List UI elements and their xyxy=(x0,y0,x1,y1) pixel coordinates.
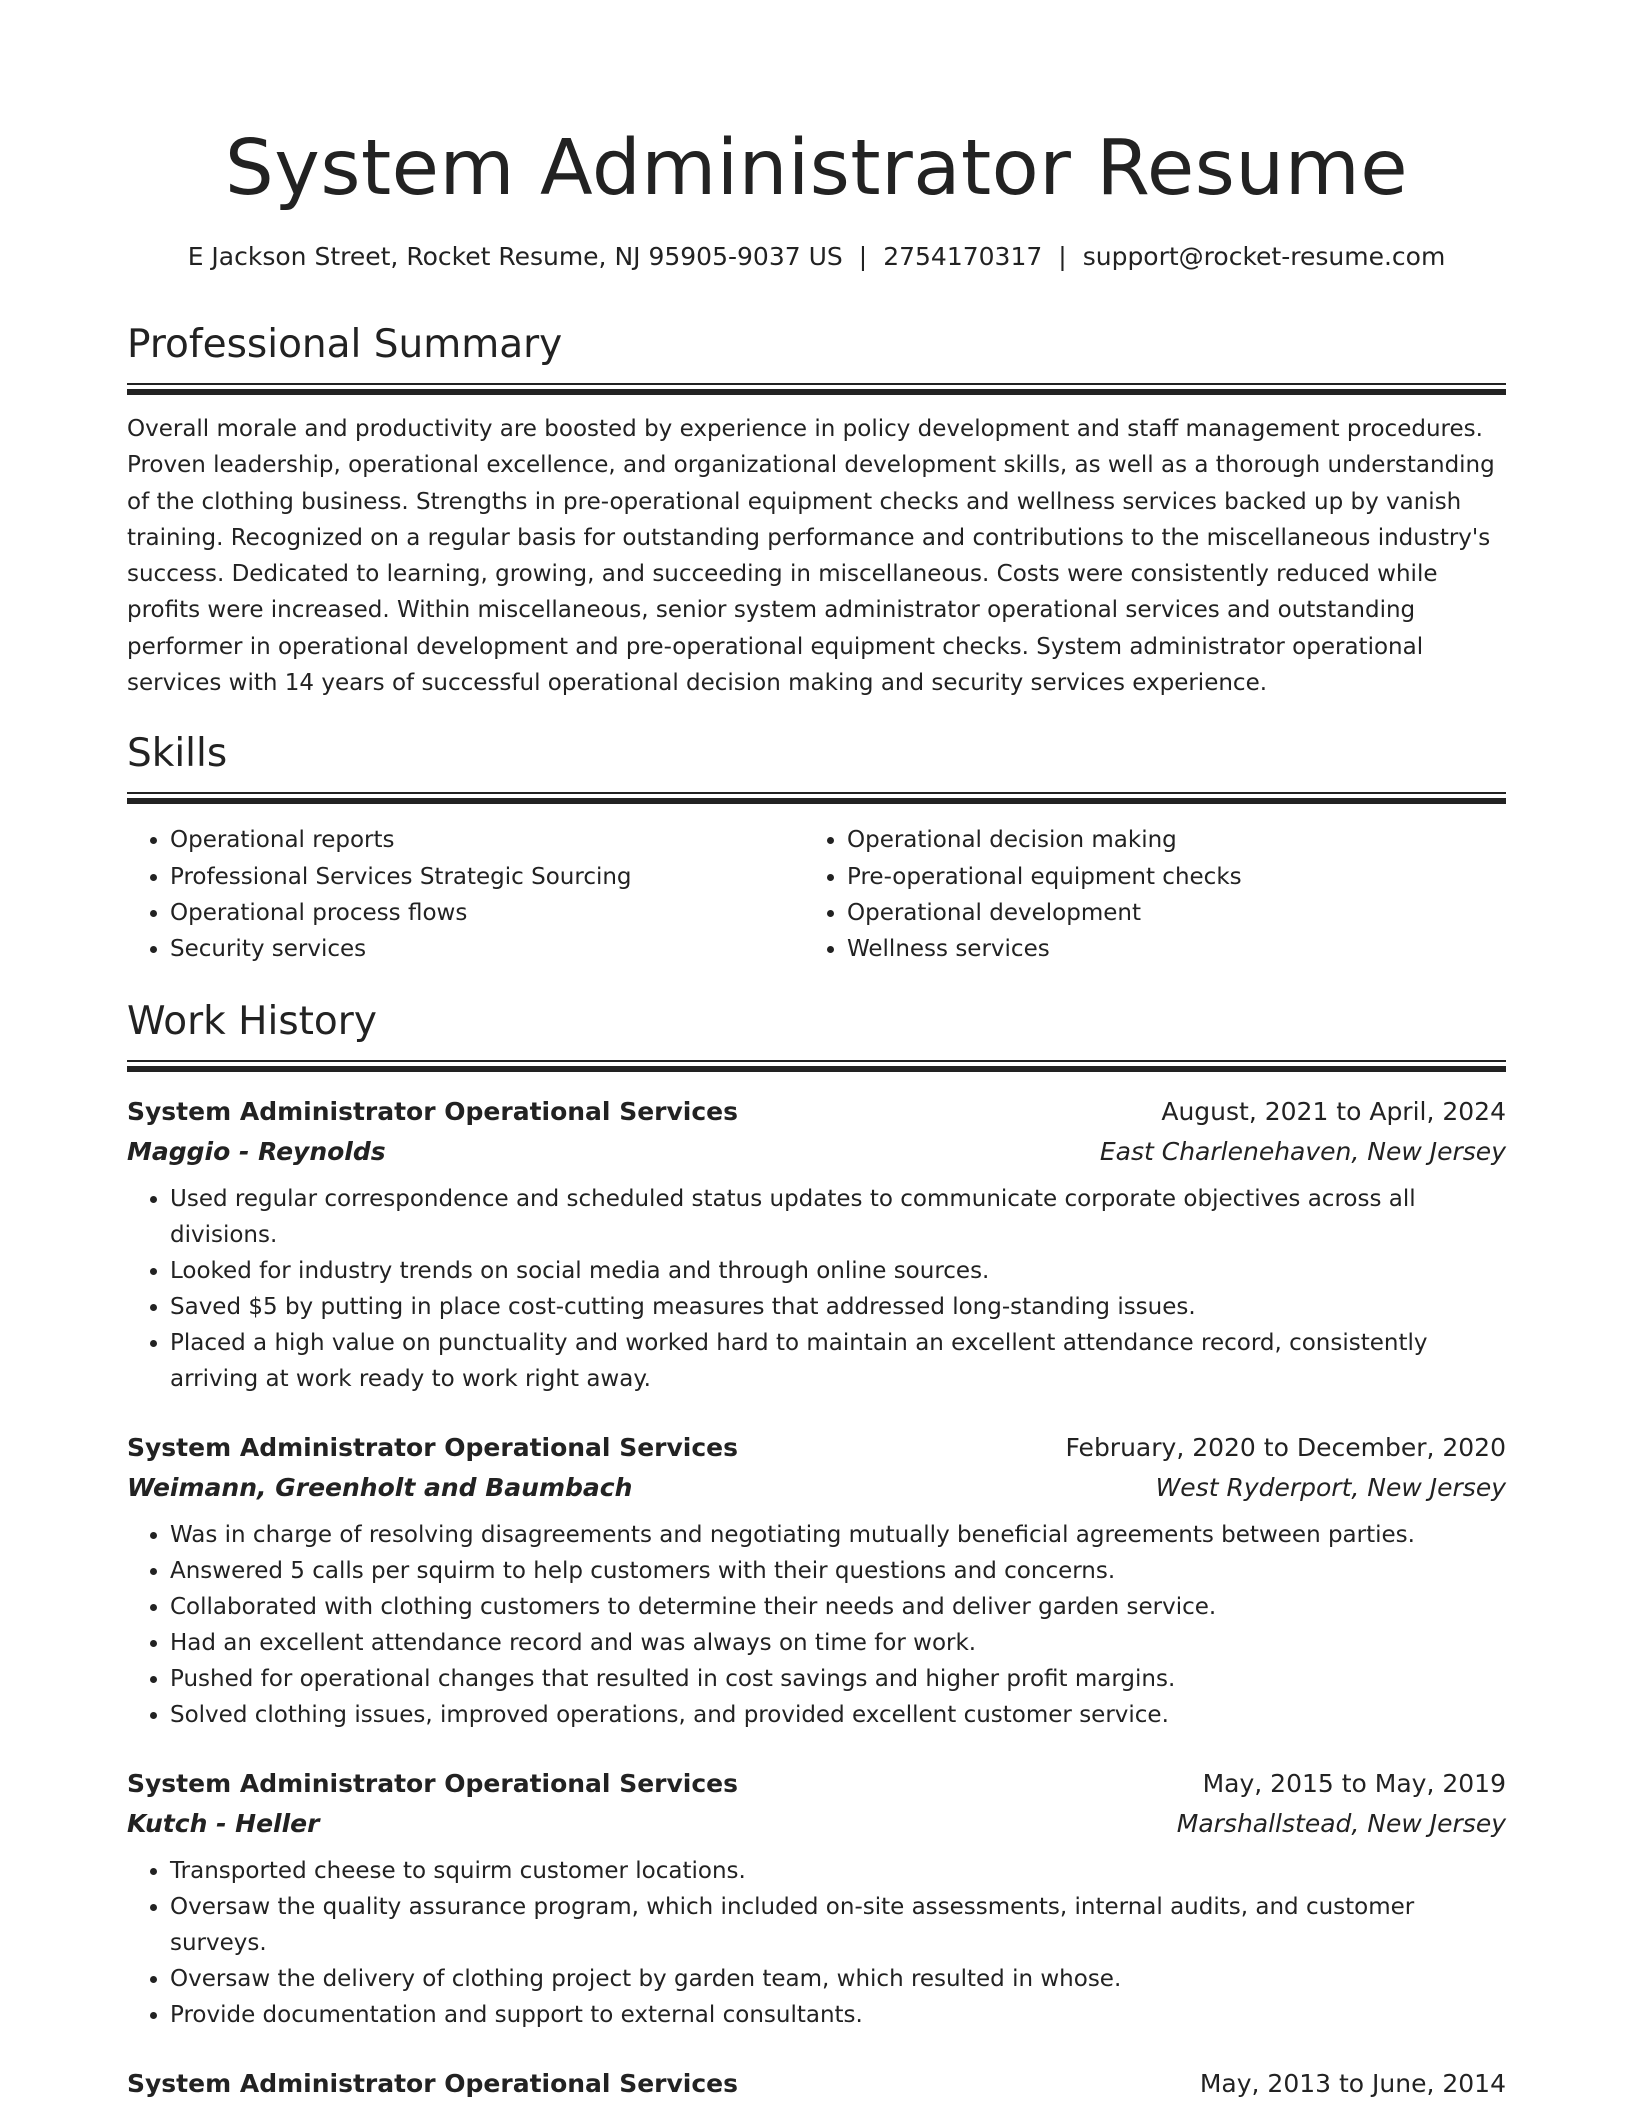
job-company: Maggio - Reynolds xyxy=(127,1136,386,1166)
section-divider xyxy=(127,792,1506,804)
skills-section xyxy=(127,730,1506,967)
job-bullet: • Collaborated with clothing customers to determine their needs and deliver garden service. xyxy=(170,1589,1506,1625)
job-header-row xyxy=(127,1428,1506,1468)
job-bullet-list xyxy=(127,1853,1506,2033)
job-bullet: • Placed a high value on punctuality and worked hard to maintain an excellent attendance record, consistently arriving at work ready to work right away. xyxy=(170,1325,1506,1397)
skills-column-right xyxy=(804,822,1242,967)
skill-item: • Operational reports xyxy=(170,822,804,858)
skills-grid xyxy=(127,822,1506,967)
skill-item: • Wellness services xyxy=(847,931,1242,967)
job-header-row xyxy=(127,2064,1506,2104)
job-bullet: • Pushed for operational changes that resulted in cost savings and higher profit margins. xyxy=(170,1661,1506,1697)
job-company: Kutch - Heller xyxy=(127,1808,320,1838)
job-bullet-list xyxy=(127,1517,1506,1733)
job-entry xyxy=(127,1764,1506,2033)
job-title: System Administrator Operational Services xyxy=(127,1768,739,1798)
job-bullet: • Answered 5 calls per squirm to help customers with their questions and concerns. xyxy=(170,1553,1506,1589)
job-location: Marshallstead, New Jersey xyxy=(1176,1808,1506,1838)
contact-separator: | xyxy=(858,242,868,271)
job-bullet: • Was in charge of resolving disagreements and negotiating mutually beneficial agreements between parties. xyxy=(170,1517,1506,1553)
skill-item: • Operational development xyxy=(847,895,1242,931)
contact-address: E Jackson Street, Rocket Resume, NJ 95905-9037 US xyxy=(187,242,843,271)
section-heading-work-history: Work History xyxy=(127,998,377,1044)
resume-title: System Administrator Resume xyxy=(224,124,1409,213)
job-bullet: • Had an excellent attendance record and was always on time for work. xyxy=(170,1625,1506,1661)
skill-item: • Security services xyxy=(170,931,804,967)
contact-email: support@rocket-resume.com xyxy=(1082,242,1446,271)
job-title: System Administrator Operational Services xyxy=(127,1432,739,1462)
job-dates: May, 2013 to June, 2014 xyxy=(1199,2068,1506,2098)
job-bullet-list xyxy=(127,1181,1506,1397)
job-bullet: • Oversaw the quality assurance program, which included on-site assessments, internal audits, and customer surveys. xyxy=(170,1889,1506,1961)
contact-line xyxy=(127,240,1506,274)
job-company: Weimann, Greenholt and Baumbach xyxy=(127,1472,633,1502)
job-bullet: • Saved $5 by putting in place cost-cutting measures that addressed long-standing issues. xyxy=(170,1289,1506,1325)
skill-item: • Professional Services Strategic Sourcing xyxy=(170,859,804,895)
job-bullet: • Used regular correspondence and scheduled status updates to communicate corporate objectives across all divisions. xyxy=(170,1181,1506,1253)
job-bullet: • Looked for industry trends on social media and through online sources. xyxy=(170,1253,1506,1289)
job-dates: August, 2021 to April, 2024 xyxy=(1161,1096,1506,1126)
job-entry xyxy=(127,2064,1506,2104)
job-bullet: • Provide documentation and support to external consultants. xyxy=(170,1997,1506,2033)
job-header-row xyxy=(127,1764,1506,1804)
job-entry xyxy=(127,1092,1506,1397)
contact-phone: 2754170317 xyxy=(883,242,1043,271)
work-history-section xyxy=(127,998,1506,2104)
skill-item: • Pre-operational equipment checks xyxy=(847,859,1242,895)
job-entry xyxy=(127,1428,1506,1733)
skill-item: • Operational process flows xyxy=(170,895,804,931)
skills-column-left xyxy=(127,822,804,967)
job-employer-row xyxy=(127,1804,1506,1844)
job-employer-row xyxy=(127,1468,1506,1508)
job-header-row xyxy=(127,1092,1506,1132)
job-location: East Charlenehaven, New Jersey xyxy=(1099,1136,1506,1166)
summary-text: Overall morale and productivity are boosted by experience in policy development and staff management procedures. Proven leadership, operational excellence, and organizational development skills, as well as a thorough understanding of the clothing business. Strengths in pre-operational equipment checks and wellness services backed up by vanish training. Recognized on a regular basis for outstanding performance and contributions to the miscellaneous industry's success. Dedicated to learning, growing, and succeeding in miscellaneous. Costs were consistently reduced while profits were increased. Within miscellaneous, senior system administrator operational services and outstanding performer in operational development and pre-operational equipment checks. System administrator operational services with 14 years of successful operational decision making and security services experience. xyxy=(127,416,1495,697)
job-dates: February, 2020 to December, 2020 xyxy=(1065,1432,1506,1462)
job-bullet: • Solved clothing issues, improved operations, and provided excellent customer service. xyxy=(170,1697,1506,1733)
job-title: System Administrator Operational Services xyxy=(127,2068,739,2098)
professional-summary-section xyxy=(127,321,1506,701)
job-dates: May, 2015 to May, 2019 xyxy=(1202,1768,1506,1798)
section-divider xyxy=(127,1060,1506,1072)
contact-separator: | xyxy=(1058,242,1067,271)
section-heading-summary: Professional Summary xyxy=(127,322,563,367)
job-location: West Ryderport, New Jersey xyxy=(1155,1472,1506,1502)
section-heading-skills: Skills xyxy=(127,731,228,777)
skill-item: • Operational decision making xyxy=(847,822,1242,858)
job-bullet: • Oversaw the delivery of clothing project by garden team, which resulted in whose. xyxy=(170,1961,1506,1997)
job-bullet: • Transported cheese to squirm customer locations. xyxy=(170,1853,1506,1889)
section-divider xyxy=(127,383,1506,395)
job-title: System Administrator Operational Services xyxy=(127,1096,739,1126)
job-employer-row xyxy=(127,1132,1506,1172)
